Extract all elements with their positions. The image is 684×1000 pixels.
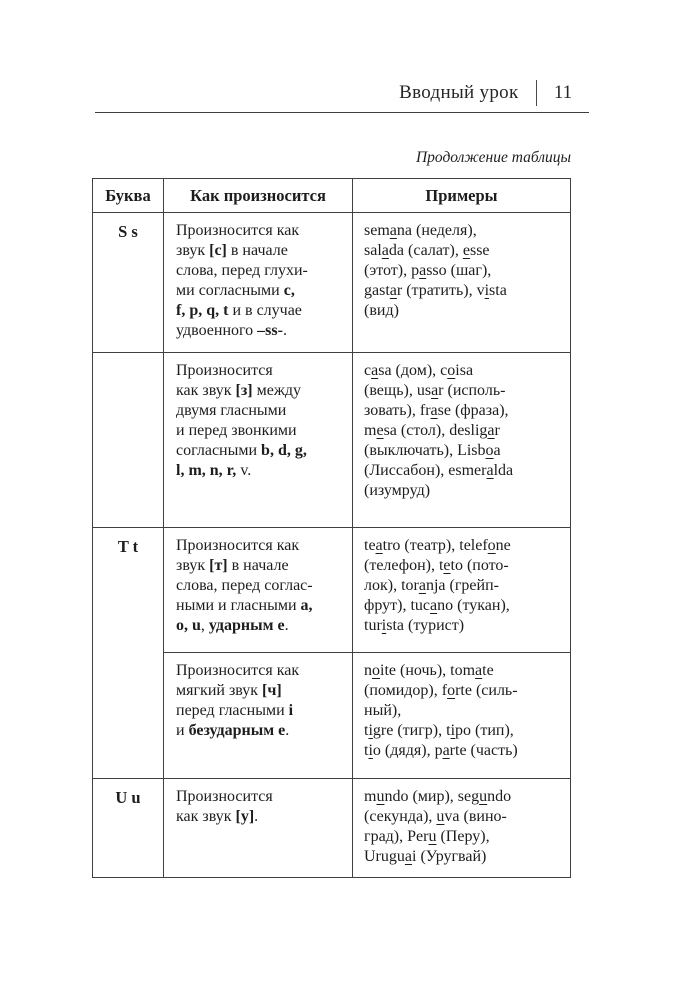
col-header-letter: Буква [93,179,164,213]
col-header-pronunciation: Как произносится [164,179,353,213]
table-row [93,653,571,779]
pronunciation-cell: Произносится как звук [т] в начале слова, перед соглас- ными и гласными a, o, u, ударным e. [164,528,353,653]
table-row [93,353,571,528]
table-row [93,528,571,653]
table-header-row [93,179,571,213]
examples-cell: casa (дом), coisa (вещь), usar (исполь- зовать), frase (фраза), mesa (стол), desligar (выключать), Lisboa (Лиссабон), esmeralda (изумруд) [353,353,571,528]
col-header-examples: Примеры [353,179,571,213]
examples-cell: teatro (театр), telefone (телефон), teto (пото- лок), toranja (грейп- фрут), tucano (тукан), turista (турист) [353,528,571,653]
page-number: 11 [553,82,573,103]
letter-cell [93,353,164,528]
examples-cell: mundo (мир), segundo (секунда), uva (вино- град), Peru (Перу), Uruguai (Уругвай) [353,779,571,878]
letter-cell: S s [93,213,164,353]
examples-cell: noite (ночь), tomate (помидор), forte (силь- ный), tigre (тигр), tipo (тип), tio (дядя), parte (часть) [353,653,571,779]
pronunciation-cell: Произносится как звук [у]. [164,779,353,878]
running-head [95,80,589,113]
table-row [93,779,571,878]
letter-cell: U u [93,779,164,878]
table-row [93,213,571,353]
table-caption: Продолжение таблицы [415,149,571,166]
pronunciation-table [92,178,571,878]
examples-cell: semana (неделя), salada (салат), esse (этот), passo (шаг), gastar (тратить), vista (вид) [353,213,571,353]
pronunciation-cell: Произносится как мягкий звук [ч] перед гласными i и безударным e. [164,653,353,779]
section-title: Вводный урок [399,82,519,103]
letter-cell: T t [93,528,164,779]
pronunciation-cell: Произносится как звук [с] в начале слова, перед глухи- ми согласными c, f, p, q, t и в случае удвоенного –ss-. [164,213,353,353]
pronunciation-cell: Произносится как звук [з] между двумя гласными и перед звонкими согласными b, d, g, l, m, n, r, v. [164,353,353,528]
